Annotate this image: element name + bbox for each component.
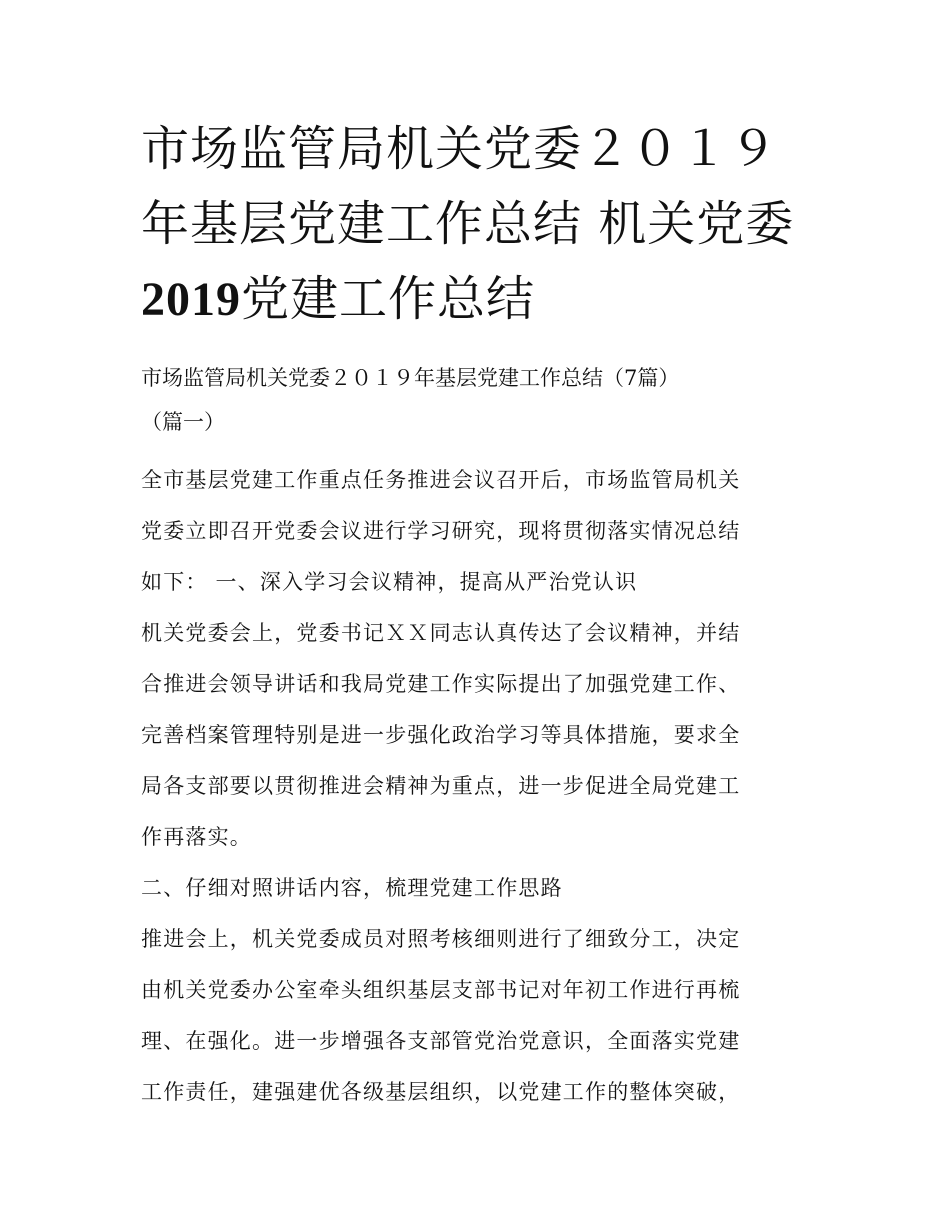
title-line-3 bbox=[141, 262, 813, 337]
document-body bbox=[141, 112, 813, 1118]
body-line: 由机关党委办公室牵头组织基层支部书记对年初工作进行再梳 bbox=[141, 978, 741, 1002]
section-label: （篇一） bbox=[141, 410, 225, 434]
document-title bbox=[141, 112, 813, 337]
body-line: 局各支部要以贯彻推进会精神为重点，进一步促进全局党建工 bbox=[141, 774, 741, 798]
body-paragraph bbox=[141, 455, 813, 1118]
body-line: 推进会上，机关党委成员对照考核细则进行了细致分工，决定 bbox=[141, 927, 741, 951]
title-year: 2019 bbox=[141, 273, 241, 326]
title-line-2: 年基层党建工作总结 机关党委 bbox=[141, 196, 795, 252]
body-line: 机关党委会上，党委书记ＸＸ同志认真传达了会议精神，并结 bbox=[141, 621, 741, 645]
body-line: 党委立即召开党委会议进行学习研究，现将贯彻落实情况总结 bbox=[141, 519, 741, 543]
title-line-3-text: 党建工作总结 bbox=[241, 271, 536, 327]
document-subtitle: 市场监管局机关党委２０１９年基层党建工作总结（7篇） bbox=[141, 366, 680, 390]
body-line: 作再落实。 bbox=[141, 825, 252, 849]
body-line: 二、仔细对照讲话内容，梳理党建工作思路 bbox=[141, 876, 563, 900]
body-line: 完善档案管理特别是进一步强化政治学习等具体措施，要求全 bbox=[141, 723, 741, 747]
body-line: 合推进会领导讲话和我局党建工作实际提出了加强党建工作、 bbox=[141, 672, 741, 696]
body-line: 如下： 一、深入学习会议精神，提高从严治党认识 bbox=[141, 570, 638, 594]
body-line: 工作责任，建强建优各级基层组织，以党建工作的整体突破， bbox=[141, 1080, 741, 1104]
body-line: 全市基层党建工作重点任务推进会议召开后，市场监管局机关 bbox=[141, 468, 741, 492]
title-line-1: 市场监管局机关党委２０１９ bbox=[141, 121, 779, 177]
body-line: 理、在强化。进一步增强各支部管党治党意识，全面落实党建 bbox=[141, 1029, 741, 1053]
